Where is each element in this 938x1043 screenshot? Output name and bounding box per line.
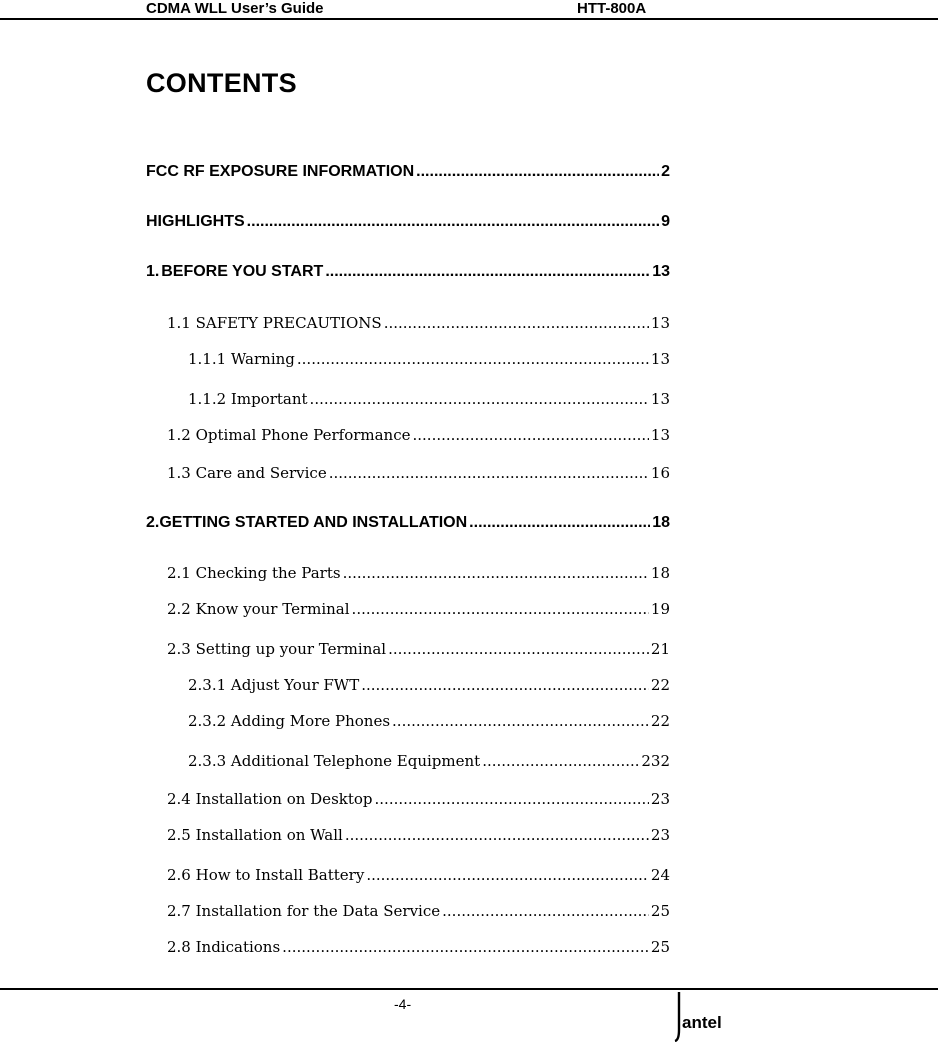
toc-dot-leader	[247, 213, 659, 231]
toc-entry[interactable]	[188, 752, 670, 774]
toc-entry[interactable]	[167, 826, 670, 848]
toc-dot-leader	[361, 676, 649, 694]
toc-dot-leader	[329, 464, 649, 482]
page-number: -4-	[394, 996, 412, 1012]
toc-entry-page: 21	[650, 640, 670, 658]
toc-entry-title: FCC RF EXPOSURE INFORMATION	[146, 163, 415, 180]
toc-entry-page: 16	[650, 464, 670, 482]
toc-entry-page: 13	[650, 350, 670, 368]
toc-entry[interactable]	[167, 640, 670, 662]
toc-entry-title: 2.3.2 Adding More Phones	[188, 712, 391, 730]
page-title: CONTENTS	[146, 68, 297, 98]
toc-entry-title: 1.1.2 Important	[188, 390, 308, 408]
toc-dot-leader	[413, 426, 649, 444]
toc-entry[interactable]	[167, 426, 670, 448]
toc-entry-title: 2.3.3 Additional Telephone Equipment	[188, 752, 481, 770]
toc-dot-leader	[325, 263, 650, 281]
toc-dot-leader	[482, 752, 639, 770]
toc-entry[interactable]	[167, 464, 670, 486]
toc-entry-page: 13	[650, 390, 670, 408]
toc-entry-page: 13	[650, 314, 670, 332]
toc-entry-title: 2.8 Indications	[167, 938, 281, 956]
toc-entry[interactable]	[167, 314, 670, 336]
toc-entry-page: 2	[661, 163, 670, 180]
toc-entry[interactable]	[167, 938, 670, 960]
toc-entry-page: 23	[650, 790, 670, 808]
toc-entry-page: 18	[652, 514, 670, 531]
toc-entry-number: 2.	[146, 514, 160, 531]
toc-entry-number: 1.	[146, 263, 160, 280]
toc-entry-page: 9	[661, 213, 670, 230]
toc-entry-title: GETTING STARTED AND INSTALLATION	[159, 514, 468, 531]
toc-entry[interactable]	[188, 712, 670, 734]
toc-entry[interactable]	[167, 564, 670, 586]
hantel-logo	[673, 990, 745, 1042]
toc-dot-leader	[297, 350, 649, 368]
toc-dot-leader	[352, 600, 649, 618]
toc-entry-title: 2.7 Installation for the Data Service	[167, 902, 441, 920]
toc-entry[interactable]	[167, 902, 670, 924]
toc-dot-leader	[469, 514, 650, 532]
toc-entry-title: 1.1 SAFETY PRECAUTIONS	[167, 314, 382, 332]
toc-dot-leader	[442, 902, 649, 920]
toc-entry-title: 2.5 Installation on Wall	[167, 826, 343, 844]
toc-entry[interactable]	[146, 163, 670, 185]
toc-entry-page: 22	[650, 676, 670, 694]
toc-entry-page: 13	[650, 426, 670, 444]
toc-entry[interactable]	[188, 350, 670, 372]
toc-entry-page: 23	[650, 826, 670, 844]
toc-dot-leader	[282, 938, 649, 956]
toc-entry-page: 18	[650, 564, 670, 582]
toc-entry-title: 2.1 Checking the Parts	[167, 564, 341, 582]
toc-entry-title: 2.6 How to Install Battery	[167, 866, 365, 884]
toc-dot-leader	[416, 163, 659, 181]
toc-entry[interactable]	[167, 866, 670, 888]
toc-dot-leader	[310, 390, 649, 408]
toc-entry[interactable]	[146, 213, 670, 235]
header-doc-title: CDMA WLL User’s Guide	[146, 0, 324, 17]
toc-entry[interactable]	[167, 790, 670, 812]
toc-entry-title: 1.2 Optimal Phone Performance	[167, 426, 411, 444]
toc-dot-leader	[343, 564, 649, 582]
toc-entry-page: 13	[652, 263, 670, 280]
toc-dot-leader	[392, 712, 649, 730]
toc-entry-title: 1.1.1 Warning	[188, 350, 295, 368]
toc-dot-leader	[375, 790, 649, 808]
header-model-number: HTT-800A	[577, 0, 647, 17]
toc-entry[interactable]	[188, 676, 670, 698]
toc-entry[interactable]	[167, 600, 670, 622]
toc-entry-page: 25	[650, 938, 670, 956]
toc-entry[interactable]	[146, 263, 670, 285]
toc-entry-title: 2.4 Installation on Desktop	[167, 790, 373, 808]
toc-entry-title: HIGHLIGHTS	[146, 213, 245, 230]
header-divider	[0, 18, 938, 20]
toc-entry-title: BEFORE YOU START	[161, 263, 324, 280]
footer-divider	[0, 988, 938, 990]
toc-entry-page: 232	[641, 752, 670, 770]
toc-entry[interactable]	[146, 514, 670, 536]
toc-entry-title: 2.3.1 Adjust Your FWT	[188, 676, 360, 694]
toc-dot-leader	[384, 314, 649, 332]
toc-dot-leader	[388, 640, 649, 658]
toc-entry-page: 22	[650, 712, 670, 730]
toc-entry-page: 25	[650, 902, 670, 920]
toc-entry-title: 2.2 Know your Terminal	[167, 600, 350, 618]
toc-entry-title: 1.3 Care and Service	[167, 464, 327, 482]
toc-dot-leader	[345, 826, 649, 844]
svg-text:antel: antel	[682, 1013, 722, 1032]
toc-entry-page: 24	[650, 866, 670, 884]
toc-entry-title: 2.3 Setting up your Terminal	[167, 640, 387, 658]
toc-entry[interactable]	[188, 390, 670, 412]
toc-dot-leader	[366, 866, 649, 884]
toc-entry-page: 19	[650, 600, 670, 618]
